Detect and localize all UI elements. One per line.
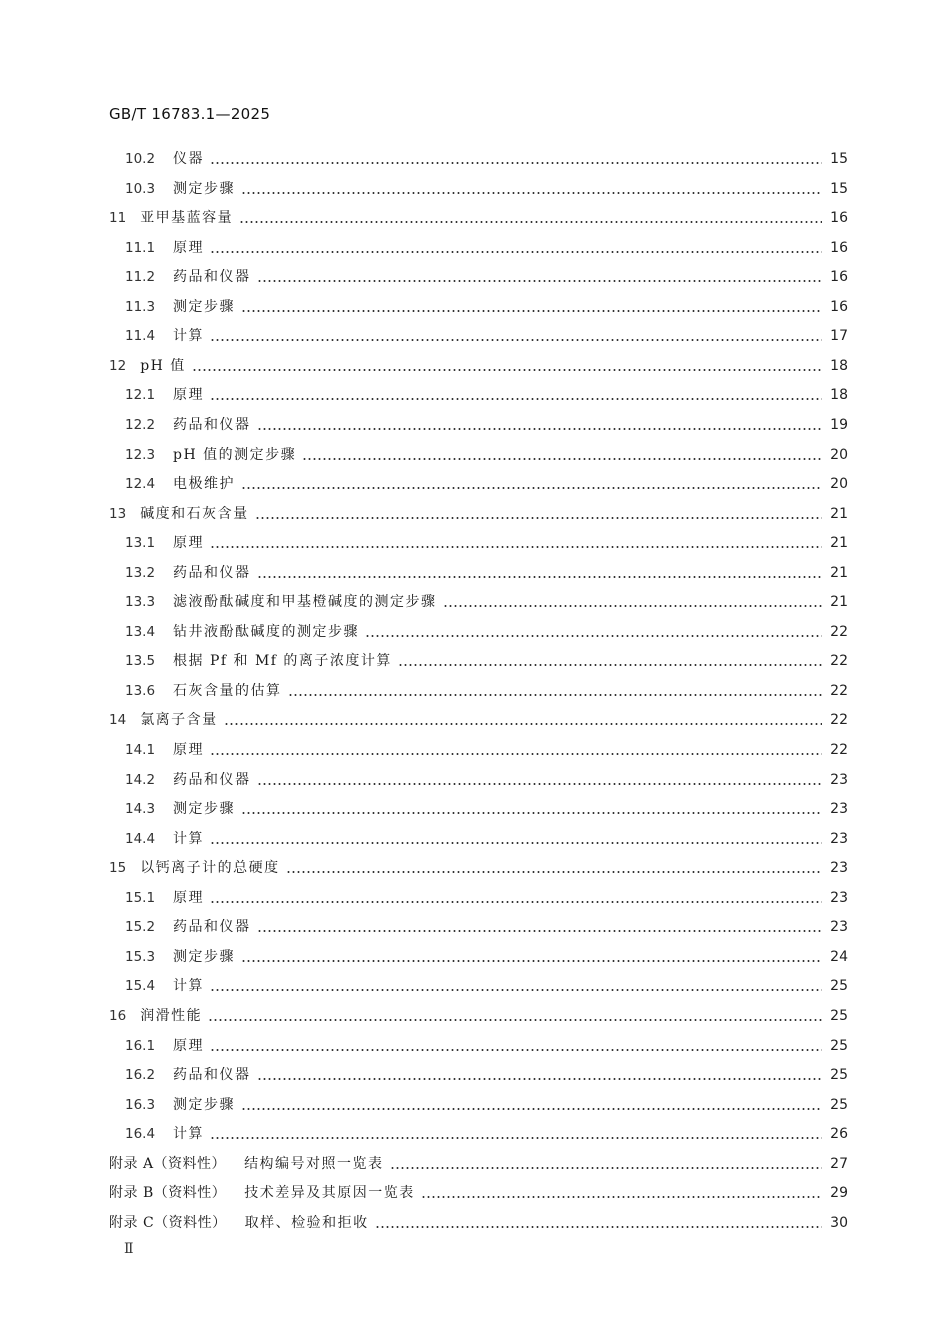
section-number: 10.3 [125,180,156,197]
dot-leader [210,251,822,253]
dot-leader [257,428,823,430]
section-title: 计算 [173,1126,204,1143]
section-number: 12.4 [125,476,156,493]
toc-entry[interactable] [109,205,848,227]
dot-leader [241,960,822,962]
dot-leader [208,1019,822,1021]
section-title: 药品和仪器 [173,564,251,581]
page-ref: 23 [830,919,848,936]
section-number: 11 [109,210,127,227]
toc-entry[interactable] [109,1180,848,1202]
toc-entry[interactable] [125,442,848,464]
section-title: 原理 [173,1037,204,1054]
page-ref: 30 [830,1214,848,1231]
page-ref: 20 [830,476,848,493]
section-number: 16 [109,1007,127,1024]
dot-leader [257,576,823,578]
page-ref: 15 [830,151,848,167]
toc-entry[interactable] [109,855,848,877]
section-title: 技术差异及其原因一览表 [244,1185,415,1202]
dot-leader [210,1049,822,1051]
page-ref: 16 [830,298,848,315]
toc-entry[interactable] [125,1033,848,1055]
dot-leader [210,339,822,341]
section-number: 10.2 [125,151,156,167]
dot-leader [241,1108,822,1110]
section-title: 以钙离子计的总硬度 [140,860,280,877]
page-ref: 23 [830,830,848,847]
page-ref: 24 [830,948,848,965]
dot-leader [421,1196,822,1198]
page-ref: 25 [830,1096,848,1113]
dot-leader [257,280,823,282]
toc-entry[interactable] [125,294,848,316]
page-ref: 23 [830,771,848,788]
page-ref: 27 [830,1155,848,1172]
page-ref: 20 [830,446,848,463]
toc-entry[interactable] [109,353,848,375]
dot-leader [210,842,822,844]
dot-leader [210,398,822,400]
dot-leader [257,930,823,932]
section-title: 原理 [173,239,204,256]
page-ref: 29 [830,1185,848,1202]
dot-leader [365,635,822,637]
toc-entry[interactable] [109,1003,848,1025]
section-title: 测定步骤 [173,180,235,197]
dot-leader [286,871,822,873]
section-title: 测定步骤 [173,298,235,315]
section-title: 原理 [173,889,204,906]
toc-entry[interactable] [125,530,848,552]
section-title: 电极维护 [173,476,235,493]
appendix-label: 附录 C（资料性） [109,1214,227,1231]
dot-leader [241,812,822,814]
section-title: 碱度和石灰含量 [140,505,249,522]
page-ref: 16 [830,239,848,256]
section-number: 15.3 [125,948,156,965]
page-ref: 22 [830,682,848,699]
toc-entry[interactable] [125,560,848,582]
toc-entry[interactable] [125,264,848,286]
toc-entry[interactable] [125,648,848,670]
page-ref: 25 [830,1037,848,1054]
section-number: 11.4 [125,328,156,345]
page-ref: 25 [830,1067,848,1084]
dot-leader [210,989,822,991]
section-title: 药品和仪器 [173,919,251,936]
page-ref: 23 [830,889,848,906]
toc-entry[interactable] [125,1092,848,1114]
section-title: 氯离子含量 [140,712,218,729]
section-title: 原理 [173,742,204,758]
standard-code-header: GB/T 16783.1—2025 [109,105,271,123]
section-number: 14 [109,712,127,729]
section-title: pH 值的测定步骤 [173,446,297,463]
dot-leader [241,192,822,194]
toc-entry[interactable] [125,678,848,700]
section-number: 16.3 [125,1096,156,1113]
page-ref: 15 [830,180,848,197]
dot-leader [257,783,823,785]
section-number: 14.1 [125,742,156,758]
section-number: 15.1 [125,889,156,906]
section-title: 药品和仪器 [173,771,251,788]
toc-entry[interactable] [109,707,848,729]
section-title: 计算 [173,328,204,345]
section-title: 取样、检验和拒收 [244,1214,369,1231]
page-ref: 23 [830,860,848,877]
toc-entry[interactable] [109,1151,848,1173]
toc-entry[interactable] [125,1062,848,1084]
toc-entry[interactable] [109,1210,848,1232]
toc-entry[interactable] [125,973,848,995]
dot-leader [443,605,823,607]
dot-leader [224,723,822,725]
dot-leader [210,546,822,548]
section-number: 11.2 [125,269,156,286]
page-ref: 21 [830,505,848,522]
toc-entry[interactable] [125,146,848,168]
section-number: 12 [109,357,127,374]
toc-entry[interactable] [125,796,848,818]
page-ref: 22 [830,712,848,729]
section-number: 12.3 [125,446,156,463]
dot-leader [255,517,822,519]
section-number: 13.3 [125,594,156,611]
page-ref: 25 [830,978,848,995]
page-ref: 21 [830,564,848,581]
section-title: 测定步骤 [173,801,235,818]
page-ref: 17 [830,328,848,345]
section-title: 测定步骤 [173,1096,235,1113]
dot-leader [398,664,822,666]
section-title: 钻井液酚酞碱度的测定步骤 [173,623,359,640]
dot-leader [239,221,822,223]
dot-leader [390,1167,822,1169]
section-title: pH 值 [140,357,186,374]
section-title: 原理 [173,535,204,552]
section-number: 16.2 [125,1067,156,1084]
section-title: 药品和仪器 [173,1067,251,1084]
section-number: 14.3 [125,801,156,818]
section-title: 石灰含量的估算 [173,682,282,699]
section-number: 16.4 [125,1126,156,1143]
dot-leader [288,694,823,696]
page-ref: 22 [830,623,848,640]
dot-leader [210,162,822,164]
dot-leader [302,458,822,460]
page-ref: 19 [830,416,848,433]
section-title: 测定步骤 [173,948,235,965]
dot-leader [241,487,822,489]
page-ref: 26 [830,1126,848,1143]
section-number: 15 [109,860,127,877]
toc-entry[interactable] [125,737,848,759]
dot-leader [375,1226,822,1228]
page-ref: 16 [830,269,848,286]
section-number: 11.3 [125,298,156,315]
toc-entry[interactable] [109,501,848,523]
section-title: 原理 [173,387,204,404]
page-number: Ⅱ [124,1241,134,1257]
page-ref: 22 [830,742,848,758]
page-ref: 18 [830,357,848,374]
section-title: 滤液酚酞碱度和甲基橙碱度的测定步骤 [173,594,437,611]
section-title: 药品和仪器 [173,269,251,286]
section-number: 12.1 [125,387,156,404]
section-title: 药品和仪器 [173,416,251,433]
toc-entry[interactable] [125,382,848,404]
section-title: 根据 Pf 和 Mf 的离子浓度计算 [173,653,392,670]
section-title: 亚甲基蓝容量 [140,210,234,227]
toc-entry[interactable] [125,176,848,198]
section-number: 13.5 [125,653,156,670]
section-number: 15.4 [125,978,156,995]
page-ref: 18 [830,387,848,404]
section-title: 仪器 [173,151,204,167]
page-ref: 25 [830,1007,848,1024]
section-number: 12.2 [125,416,156,433]
dot-leader [210,753,822,755]
section-number: 13.1 [125,535,156,552]
section-number: 13 [109,505,127,522]
section-number: 14.4 [125,830,156,847]
toc-entry[interactable] [125,767,848,789]
section-title: 润滑性能 [140,1007,203,1024]
toc-entry[interactable] [125,235,848,257]
page-ref: 21 [830,535,848,552]
dot-leader [257,1078,823,1080]
section-title: 计算 [173,830,204,847]
page-ref: 21 [830,594,848,611]
dot-leader [210,901,822,903]
section-title: 计算 [173,978,204,995]
page-ref: 16 [830,210,848,227]
section-number: 13.2 [125,564,156,581]
page-ref: 22 [830,653,848,670]
appendix-label: 附录 A（资料性） [109,1155,227,1172]
toc-entry[interactable] [125,619,848,641]
section-number: 15.2 [125,919,156,936]
toc-entry[interactable] [125,412,848,434]
toc-entry[interactable] [125,323,848,345]
section-number: 13.4 [125,623,156,640]
section-title: 结构编号对照一览表 [244,1155,384,1172]
dot-leader [192,369,822,371]
section-number: 13.6 [125,682,156,699]
page-ref: 23 [830,801,848,818]
dot-leader [241,310,822,312]
toc-entry[interactable] [125,471,848,493]
appendix-label: 附录 B（资料性） [109,1185,227,1202]
dot-leader [210,1137,822,1139]
toc-entry[interactable] [125,914,848,936]
toc-entry[interactable] [125,826,848,848]
section-number: 16.1 [125,1037,156,1054]
section-number: 14.2 [125,771,156,788]
toc-entry[interactable] [125,885,848,907]
toc-entry[interactable] [125,589,848,611]
toc-entry[interactable] [125,1121,848,1143]
section-number: 11.1 [125,239,156,256]
toc-entry[interactable] [125,944,848,966]
